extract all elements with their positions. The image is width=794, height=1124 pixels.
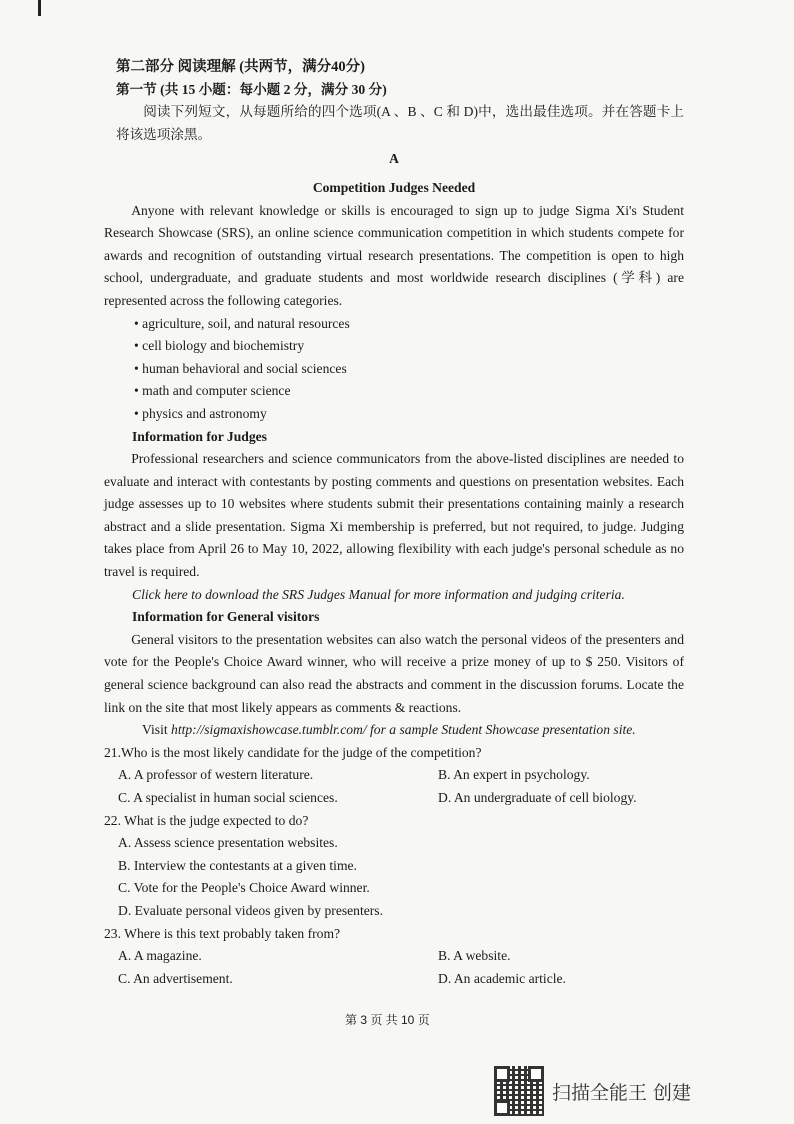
part-title: 第二部分 阅读理解 (共两节，满分40分) [116, 59, 365, 75]
visitors-heading: Information for General visitors [132, 609, 320, 625]
question-21 [104, 742, 684, 810]
option-b: B. Interview the contestants at a given time. [118, 857, 357, 873]
option-c: C. A specialist in human social sciences. [118, 790, 338, 805]
option-d: D. Evaluate personal videos given by presenters. [118, 902, 383, 918]
watermark-text: 扫描全能王 创建 [552, 1081, 692, 1104]
scan-edge-mark [38, 0, 41, 16]
question-text: 23. Where is this text probably taken from? [104, 925, 341, 941]
visit-prefix: Visit [142, 722, 172, 738]
paragraph-3: General visitors to the presentation websites can also watch the personal videos of the presenters and vote for the People's Choice Award winner, who will receive a prize money of up to $ 250. Visitors of general science background can also read the abstracts and comment in the discussion forums. Locate the link on the site that most likely appears as comments & reactions. [104, 631, 684, 715]
scanner-watermark [494, 1066, 691, 1116]
option-b: B. A website. [438, 948, 511, 964]
question-22 [104, 810, 684, 923]
question-23 [104, 923, 684, 991]
passage-label: A [389, 151, 399, 167]
visit-link: http://sigmaxishowcase.tumblr.com/ for a sample Student Showcase presentation site. [171, 722, 636, 738]
category-list [104, 313, 684, 426]
passage-title: Competition Judges Needed [312, 179, 476, 195]
category-item: • physics and astronomy [134, 405, 267, 421]
option-a: A. A professor of western literature. [118, 767, 314, 783]
section-title: 第一节 (共 15 小题：每小题 2 分，满分 30 分) [116, 81, 387, 97]
option-a: A. A magazine. [118, 948, 202, 964]
option-c: C. Vote for the People's Choice Award winner. [118, 880, 370, 896]
option-d: D. An undergraduate of cell biology. [438, 790, 637, 805]
paragraph-2: Professional researchers and science communicators from the above-listed disciplines are needed to evaluate and interact with contestants by posting comments and questions on presentation websites. Each judge assesses up to 10 websites where students submit their presentations containing mainly a research abstract and a slide presentation. Sigma Xi membership is preferred, but not required, to judge. Judging takes place from April 26 to May 10, 2022, allowing flexibility with each judge's personal schedule as no travel is required. [104, 451, 684, 580]
option-a: A. Assess science presentation websites. [118, 835, 338, 851]
exam-page [104, 56, 684, 990]
visit-line [104, 719, 684, 742]
category-item: • math and computer science [134, 383, 291, 399]
category-item: • human behavioral and social sciences [134, 360, 347, 376]
option-b: B. An expert in psychology. [438, 767, 590, 783]
category-item: • agriculture, soil, and natural resources [134, 315, 350, 331]
qr-code-icon [494, 1066, 544, 1116]
question-text: 21.Who is the most likely candidate for the judge of the competition? [104, 744, 482, 760]
instructions: 阅读下列短文，从每题所给的四个选项(A 、B 、C 和 D)中，选出最佳选项。并在答题卡上将该选项涂黑。 [116, 104, 684, 142]
manual-link: Click here to download the SRS Judges Manual for more information and judging criteria. [132, 586, 625, 602]
option-d: D. An academic article. [438, 970, 566, 986]
category-item: • cell biology and biochemistry [134, 338, 305, 354]
paragraph-1: Anyone with relevant knowledge or skills is encouraged to sign up to judge Sigma Xi's Student Research Showcase (SRS), an online science communication competition in which students compete for awards and recognition of outstanding virtual research presentations. The competition is open to high school, undergraduate, and graduate students and most worldwide research disciplines (学科) are represented across the following categories. [104, 202, 684, 308]
option-c: C. An advertisement. [118, 970, 233, 986]
judges-heading: Information for Judges [132, 428, 267, 444]
page-number: 第 3 页 共 10 页 [345, 1013, 430, 1027]
question-text: 22. What is the judge expected to do? [104, 812, 309, 828]
